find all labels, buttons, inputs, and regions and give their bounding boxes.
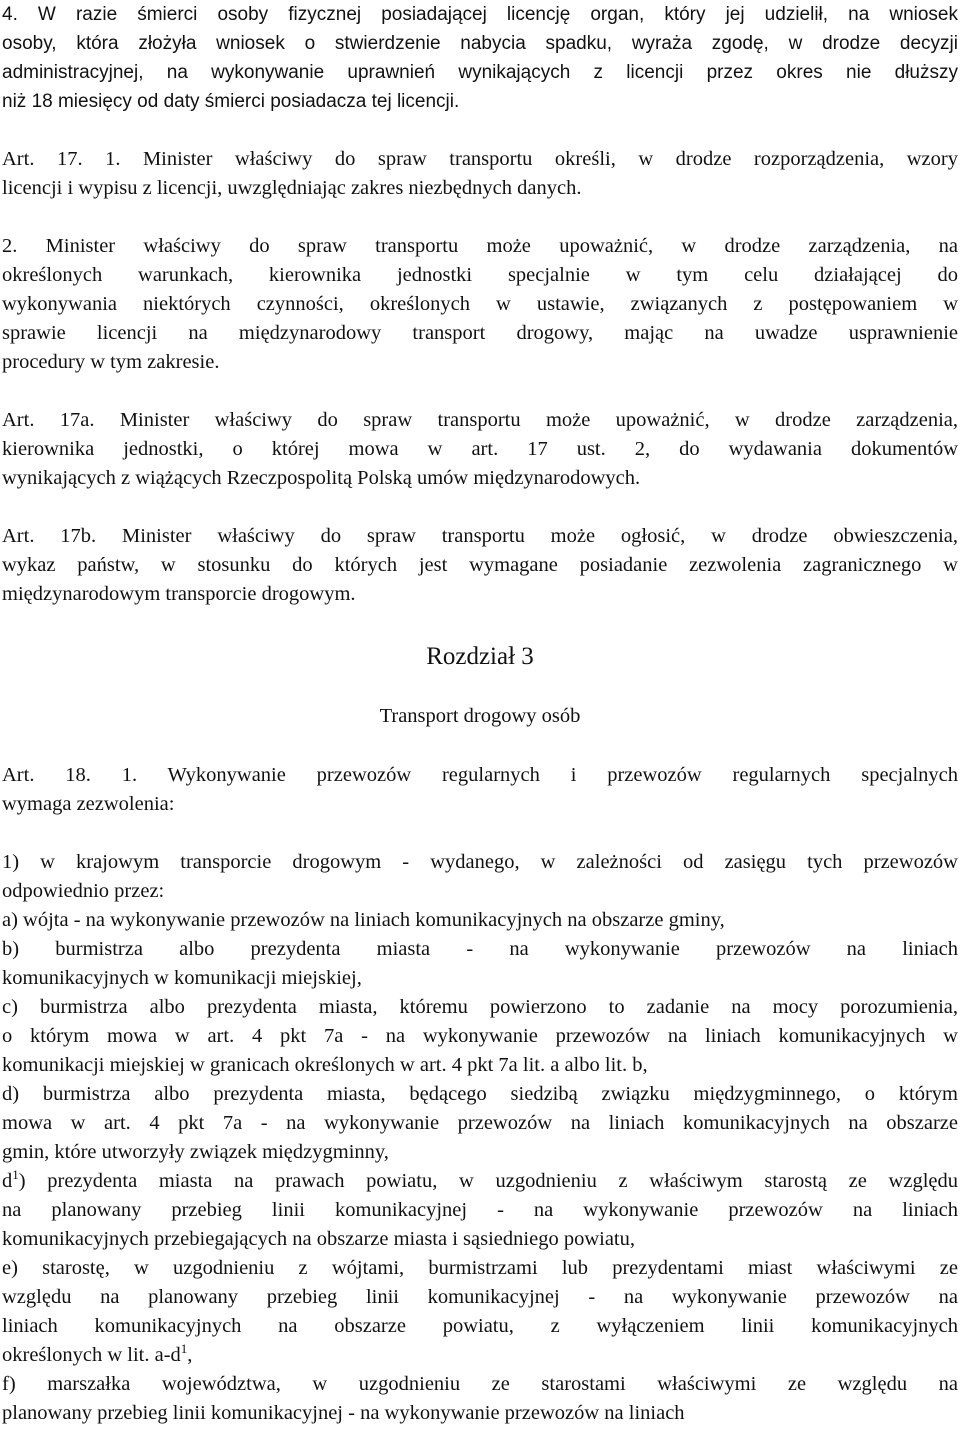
point-1e-last-suffix: ,	[187, 1344, 193, 1366]
point-1-line-1: 1) w krajowym transporcie drogowym - wydanego, w zależności od zasięgu tych przewozów	[2, 851, 958, 873]
point-1d1-superscript: 1	[12, 1167, 19, 1183]
point-1d1-prefix: d	[2, 1170, 13, 1192]
point-1f-line-2: planowany przebieg linii komunikacyjnej - na wykonywanie przewozów na liniach	[2, 1402, 685, 1424]
art-17-2-line-5: procedury w tym zakresie.	[2, 351, 220, 373]
point-1d1-line-1	[2, 1167, 958, 1196]
art-17a-line-1: Art. 17a. Minister właściwy do spraw transportu może upoważnić, w drodze zarządzenia,	[2, 409, 958, 431]
point-1d1-line-2: na planowany przebieg linii komunikacyjnej - na wykonywanie przewozów na liniach	[2, 1199, 958, 1221]
point-1d1-line-3: komunikacyjnych przebiegających na obszarze miasta i sąsiedniego powiatu,	[2, 1228, 635, 1250]
art-17a-line-3: wynikających z wiążących Rzeczpospolitą Polską umów międzynarodowych.	[2, 467, 641, 489]
point-1f-line-1: f) marszałka województwa, w uzgodnieniu ze starostami właściwymi ze względu na	[2, 1373, 958, 1395]
point-1d-line-2: mowa w art. 4 pkt 7a - na wykonywanie przewozów na liniach komunikacyjnych na obszarze	[2, 1112, 958, 1134]
point-1e-line-3: liniach komunikacyjnych na obszarze powiatu, z wyłączeniem linii komunikacyjnych	[2, 1315, 958, 1337]
point-1d1-text: ) prezydenta miasta na prawach powiatu, w uzgodnieniu z właściwym starostą ze względu	[18, 1170, 958, 1192]
art-17a-line-2: kierownika jednostki, o której mowa w art. 17 ust. 2, do wydawania dokumentów	[2, 438, 958, 460]
point-1e-superscript: 1	[180, 1341, 188, 1357]
art-18-1-line-1: Art. 18. 1. Wykonywanie przewozów regularnych i przewozów regularnych specjalnych	[2, 764, 958, 786]
art-17b-line-3: międzynarodowym transporcie drogowym.	[2, 583, 356, 605]
point-1c-line-2: o którym mowa w art. 4 pkt 7a - na wykonywanie przewozów na liniach komunikacyjnych w	[2, 1025, 958, 1047]
art-17-2-line-3: wykonywania niektórych czynności, określonych w ustawie, związanych z postępowaniem w	[2, 293, 958, 315]
paragraph-4-line-4: niż 18 miesięcy od daty śmierci posiadacza tej licencji.	[2, 91, 460, 112]
art-17b-line-2: wykaz państw, w stosunku do których jest wymagane posiadanie zezwolenia zagranicznego w	[2, 554, 958, 576]
art-17b-line-1: Art. 17b. Minister właściwy do spraw transportu może ogłosić, w drodze obwieszczenia,	[2, 525, 958, 547]
point-1e-line-4	[2, 1341, 960, 1370]
paragraph-4-line-3: administracyjnej, na wykonywanie uprawnień wynikających z licencji przez okres nie dłuższy	[2, 62, 958, 83]
point-1e-line-2: względu na planowany przebieg linii komunikacyjnej - na wykonywanie przewozów na	[2, 1286, 958, 1308]
point-1c-line-3: komunikacji miejskiej w granicach określonych w art. 4 pkt 7a lit. a albo lit. b,	[2, 1054, 648, 1076]
chapter-subtitle: Transport drogowy osób	[379, 705, 581, 727]
art-18-1-line-2: wymaga zezwolenia:	[2, 793, 175, 815]
art-17-2-line-4: sprawie licencji na międzynarodowy transport drogowy, mając na uwadze usprawnienie	[2, 322, 958, 344]
art-17-2-line-2: określonych warunkach, kierownika jednostki specjalnie w tym celu działającej do	[2, 264, 958, 286]
point-1a-line-1: a) wójta - na wykonywanie przewozów na liniach komunikacyjnych na obszarze gminy,	[2, 909, 725, 931]
point-1d-line-3: gmin, które utworzyły związek międzygminny,	[2, 1141, 389, 1163]
point-1-line-2: odpowiednio przez:	[2, 880, 165, 902]
point-1e-last-text: określonych w lit. a-d	[2, 1344, 181, 1366]
point-1d-line-1: d) burmistrza albo prezydenta miasta, będącego siedzibą związku międzygminnego, o którym	[2, 1083, 958, 1105]
art-17-1-line-2: licencji i wypisu z licencji, uwzględniając zakres niezbędnych danych.	[2, 177, 582, 199]
point-1c-line-1: c) burmistrza albo prezydenta miasta, któremu powierzono to zadanie na mocy porozumienia,	[2, 996, 958, 1018]
paragraph-4-line-1: 4. W razie śmierci osoby fizycznej posiadającej licencję organ, który jej udzielił, na wniosek	[2, 4, 958, 25]
point-1e-line-1: e) starostę, w uzgodnieniu z wójtami, burmistrzami lub prezydentami miast właściwymi ze	[2, 1257, 958, 1279]
art-17-1-line-1: Art. 17. 1. Minister właściwy do spraw transportu określi, w drodze rozporządzenia, wzory	[2, 148, 958, 170]
paragraph-4-line-2: osoby, która złożyła wniosek o stwierdzenie nabycia spadku, wyraża zgodę, w drodze decyzji	[2, 33, 958, 54]
point-1b-line-1: b) burmistrza albo prezydenta miasta - na wykonywanie przewozów na liniach	[2, 938, 958, 960]
point-1b-line-2: komunikacyjnych w komunikacji miejskiej,	[2, 967, 362, 989]
chapter-title: Rozdział 3	[426, 643, 534, 670]
art-17-2-line-1: 2. Minister właściwy do spraw transportu może upoważnić, w drodze zarządzenia, na	[2, 235, 958, 257]
